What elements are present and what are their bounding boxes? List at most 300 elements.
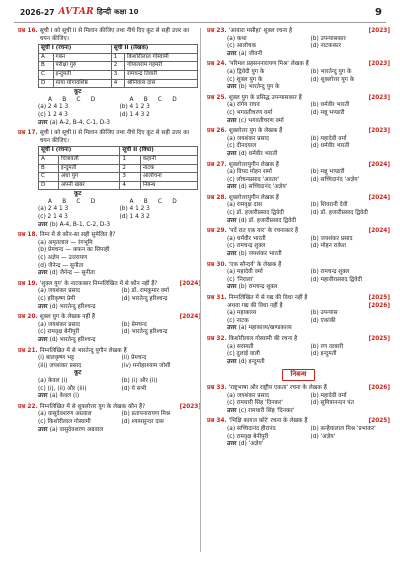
answer-option: (b) जयशंकर प्रसाद: [310, 235, 353, 242]
question-number: प्रश्न 28.: [207, 194, 227, 201]
answer-option: (a) जयशंकर प्रसाद: [227, 135, 269, 142]
exam-year-badge: [2024]: [368, 228, 390, 235]
question-item: [18, 232, 201, 278]
match-table-cell: श्रीनिवास दास: [125, 79, 198, 88]
answer-option: (d) सच्चिदानंद 'अज्ञेय': [310, 176, 360, 183]
answer-option: (a) वासुदेवशरण अग्रवाल: [38, 411, 92, 418]
answer-option: (a) द्विवेदी युग के: [227, 68, 265, 75]
answer-option: (b) प्रतापनारायण मिश्र: [121, 411, 171, 418]
match-table-row: [39, 79, 198, 88]
answer-option: (d) ये सभी: [121, 385, 147, 392]
answer-text: (c) रामधारी सिंह 'दिनकर': [238, 407, 295, 414]
answer-line: [207, 284, 390, 292]
answer-option: (iii) जयशंकर प्रसाद: [38, 362, 82, 369]
question-text: सूची I को सूची II से मिलान कीजिए तथा नीचे दिए कूट से सही उत्तर का चयन कीजिए।: [39, 28, 190, 42]
answer-line: [207, 441, 390, 449]
question-text: किशोरीलाल गोस्वामी की रचना है: [228, 335, 298, 342]
code-option: (a) 2 4 1 3: [38, 206, 69, 213]
answer-options: [207, 36, 390, 51]
answer-option: (d) एकांकी: [310, 317, 336, 324]
answer-options: [18, 288, 201, 303]
answer-option: (c) भगवतीचरण वर्मा: [227, 109, 273, 116]
question-text: शुक्ल युग के प्रसिद्ध उपन्यासकार हैं: [228, 94, 302, 101]
answer-option: (b) महादेवी वर्मा: [310, 392, 347, 399]
match-table-cell: आलोचना: [140, 173, 197, 182]
question-item: [18, 281, 201, 311]
question-text: 'परिमल प्रहसननारायण मिश्र' लेखक हैं: [228, 61, 309, 68]
exam-year-badge: [2025]: [368, 295, 390, 301]
code-header-row: [18, 97, 201, 105]
answer-text: (a) वासुदेवशरण अग्रवाल: [49, 426, 104, 433]
answer-line: [207, 118, 390, 126]
question-text: 'पर्दे रात एक यार' के रचनाकार हैं: [228, 228, 298, 235]
question-text: निम्नलिखित में से शुक्लोत्तर युग के लेखक कौन हैं?: [39, 403, 146, 410]
answer-options: [207, 236, 390, 251]
answer-label: उत्तर: [38, 336, 50, 343]
match-table-cell: किशोरीलाल गोस्वामी: [125, 53, 198, 62]
answer-text: (a) जीवनी: [238, 50, 263, 57]
answer-option: (b) प्रेमचन्द: [121, 321, 147, 328]
question-item: [207, 195, 390, 225]
answer-option: (d) मोहन राकेश: [310, 243, 346, 250]
match-table-cell: कहानी: [140, 155, 197, 164]
answer-option: (b) शिवरानी देवी: [310, 202, 348, 209]
answer-option: (a) जयशंकर प्रसाद: [38, 288, 80, 295]
match-table-cell: गबन: [53, 53, 111, 62]
answer-option: (b) भारतेन्दु युग के: [310, 68, 352, 75]
match-table-cell: गोपालराम गहमरी: [125, 62, 198, 71]
code-option: (b) 4 1 2 3: [119, 104, 150, 111]
question-line: [18, 28, 201, 43]
question-line: [18, 314, 201, 322]
match-table-row: [39, 62, 198, 71]
answer-options: [207, 269, 390, 284]
answer-label: उत्तर: [227, 217, 239, 224]
answer-option: (a) धर्मवीर भारती: [227, 235, 266, 242]
match-table-header: सूची I (रचना): [39, 45, 112, 54]
match-table: [38, 146, 198, 190]
answer-option: (b) रण दरबारी: [310, 343, 344, 350]
answer-text: (d) डॉ. हजारीप्रसाद द्विवेदी: [238, 217, 296, 224]
answer-line: [207, 251, 390, 259]
answer-option: (c) दीनदयाल: [227, 143, 257, 150]
answer-option: (d) मन्नू भण्डारी: [310, 109, 345, 116]
match-table-row: [39, 181, 198, 190]
answer-option: (c) रामवृक्ष बेनीपुरी: [38, 329, 80, 336]
exam-year-badge: [2026]: [368, 302, 390, 309]
match-table-row: [39, 173, 198, 182]
match-table-cell: 3: [120, 173, 140, 182]
question-line: [207, 128, 390, 136]
exam-year-badge: [2024]: [368, 161, 390, 168]
answer-options: [207, 136, 390, 151]
exam-year-badge: [2024]: [179, 314, 201, 321]
answer-option: (c) लोचनप्रसाद 'अवतर': [227, 176, 280, 183]
answer-option: (a) सच्चिदानंद हीरानंद: [227, 425, 276, 432]
question-line: [18, 130, 201, 145]
answer-line: [207, 408, 390, 416]
answer-options: [207, 202, 390, 217]
question-text: 'आवारा मसीहा' शुक्ल रचना है: [228, 28, 293, 34]
match-table-row: [39, 53, 198, 62]
answer-options: [207, 169, 390, 184]
question-number: प्रश्न 27.: [207, 161, 227, 168]
answer-options: [207, 426, 390, 441]
answer-text: (a) केवल (i): [49, 393, 80, 400]
answer-option: (a) सरस्वती: [227, 343, 254, 350]
answer-option: (c) हरिकृष्ण प्रेमी: [38, 296, 76, 302]
answer-option: (b) मन्नू भण्डारी: [310, 169, 345, 176]
answer-option: (b) धर्मवीर भारती: [310, 102, 350, 109]
question-number: प्रश्न 19.: [18, 280, 38, 287]
answer-label: उत्तर: [38, 393, 50, 400]
code-option: (c) 1 2 4 3: [38, 111, 68, 118]
answer-label: उत्तर: [38, 270, 50, 277]
question-text: सूची I को सूची II से मिलान कीजिए तथा नीचे दिए कूट से सही उत्तर का चयन कीजिए।: [39, 130, 190, 144]
question-number: प्रश्न 34.: [207, 418, 227, 425]
match-table-cell: A: [39, 53, 54, 62]
header-year: 2026-27: [20, 7, 55, 17]
answer-option: (d) इन्दुमती: [310, 351, 337, 358]
question-item: [207, 385, 390, 415]
answer-text: (d) धर्मवीर भारती: [238, 150, 278, 157]
match-table-cell: B: [39, 164, 59, 173]
answer-label: उत्तर: [227, 50, 239, 57]
question-number: प्रश्न 33.: [207, 384, 227, 391]
exam-year-badge: [2023]: [179, 403, 201, 410]
answer-text: (b) भारतेन्दु युग के: [238, 84, 280, 91]
code-header-row: [18, 199, 201, 207]
question-line: [207, 336, 390, 344]
code-options: [18, 104, 201, 119]
question-number: प्रश्न 18.: [18, 232, 38, 239]
answer-options: [207, 102, 390, 117]
match-table-cell: C: [39, 173, 59, 182]
match-table-cell: 2: [111, 62, 124, 71]
answer-label: उत्तर: [227, 117, 239, 124]
match-table-cell: इन्दुमती: [53, 70, 111, 79]
answer-label: उत्तर: [227, 150, 239, 157]
question-item: [18, 314, 201, 344]
answer-options: [207, 69, 390, 84]
answer-option: (b) महादेवी वर्मा: [310, 135, 347, 142]
answer-option: (b) उपन्यास: [310, 310, 338, 317]
question-alt-text: अथवा गद्य की विधा नहीं है: [227, 302, 283, 309]
answer-option: (a) विपद मोहन शर्मा: [227, 169, 272, 176]
answer-text: (d) भारतेन्दु हरिश्चन्द्र: [49, 336, 96, 343]
answer-label: उत्तर: [227, 184, 239, 191]
answer-options: [207, 310, 390, 325]
answer-option: (c) अज्ञेय — उत्तरायण: [38, 255, 88, 262]
answer-line: [207, 51, 390, 59]
answer-text: (b) A-4, B-1, C-2, D-3: [49, 221, 111, 228]
column-divider: [200, 28, 201, 552]
exam-year-badge: [2023]: [368, 94, 390, 101]
match-table-header: सूची II (लेखक): [111, 45, 197, 54]
match-table-cell: 3: [111, 70, 124, 79]
answer-text: (d) भारतेन्दु हरिश्चन्द्र: [49, 303, 96, 310]
question-number: प्रश्न 25.: [207, 94, 227, 101]
exam-year-badge: [2024]: [179, 280, 201, 287]
question-text: निम्न में से कौन-सा सही सुमेलित है?: [39, 232, 116, 239]
answer-label: उत्तर: [38, 221, 50, 228]
match-table-cell: 1: [120, 155, 140, 164]
code-option: (b) 4 1 2 3: [119, 206, 150, 213]
question-line: [18, 232, 201, 240]
exam-year-badge: [2025]: [368, 418, 390, 425]
answer-option: (d) भारतेन्दु हरिश्चन्द्र: [121, 296, 168, 302]
match-table-cell: C: [39, 70, 54, 79]
code-label: कूट: [74, 370, 82, 377]
question-item: [207, 418, 390, 448]
answer-option: (c) रामचन्द्र शुक्ल: [227, 243, 266, 250]
question-item: [207, 295, 390, 333]
question-text: 'शुक्ल युग' के नाटककार निम्नलिखित में से कौन नहीं हैं?: [39, 280, 158, 287]
exam-year-badge: [2024]: [368, 194, 390, 201]
question-text: शुक्ल युग के लेखक नहीं हैं: [39, 314, 96, 321]
question-text: 'भिक्षि कागज कोरे' रचना के लेखक हैं: [228, 418, 308, 425]
code-option: (d) 1 4 3 2: [119, 214, 150, 221]
answer-option: (d) 'अज्ञेय': [310, 433, 336, 440]
question-item: [207, 128, 390, 158]
exam-year-badge: [2023]: [368, 128, 390, 135]
question-text: 'राष्ट्रभाषा और राष्ट्रीय एकता' रचना के लेखक हैं: [228, 384, 327, 391]
question-text: निम्नलिखित में से भारतेन्दु युगीन लेखक हैं: [39, 347, 127, 354]
answer-option: (a) अमृतलाल — रंगभूमि: [38, 239, 93, 246]
answer-options: [18, 411, 201, 426]
answer-label: उत्तर: [227, 284, 239, 291]
answer-label: उत्तर: [38, 426, 50, 433]
question-line: [207, 28, 390, 36]
answer-line: [207, 151, 390, 159]
answer-line: [18, 337, 201, 345]
answer-option: (a) केवल (i): [38, 377, 68, 384]
answer-line: [18, 222, 201, 230]
answer-line: [18, 427, 201, 435]
answer-options: [207, 393, 390, 408]
answer-option: (a) महादेवी वर्मा: [227, 269, 263, 276]
match-table-cell: परीक्षा गुरु: [53, 62, 111, 71]
match-table-cell: D: [39, 181, 59, 190]
answer-option: (ii) प्रेमचन्द: [121, 355, 147, 362]
answer-text: (a) A-2, B-4, C-1, D-3: [49, 119, 110, 126]
answer-option: (a) कथा: [227, 35, 247, 42]
match-table-cell: चित्रावली: [58, 155, 120, 164]
code-option: (d) 1 4 3 2: [119, 111, 150, 118]
answer-label: उत्तर: [38, 303, 50, 310]
question-item: [18, 130, 201, 229]
match-table-cell: रामचन्द्र तिवारी: [125, 70, 198, 79]
answer-option: (a) रामवृक्ष दास: [227, 202, 262, 209]
answer-option: (d) नाटककार: [310, 43, 341, 50]
question-alt-line: [207, 303, 390, 311]
question-item: [207, 228, 390, 258]
answer-text: (d) 'अज्ञेय': [238, 441, 264, 448]
question-number: प्रश्न 29.: [207, 228, 227, 235]
answer-label: उत्तर: [227, 251, 239, 258]
answer-option: (c) डॉ. हजारीप्रसाद द्विवेदी: [227, 210, 284, 217]
exam-year-badge: [2025]: [368, 335, 390, 342]
question-text: शुक्लोत्तरयुगीन लेखक हैं: [228, 194, 279, 201]
answer-label: उत्तर: [227, 325, 239, 332]
answer-option: (iv) मनोहरश्याम जोशी: [121, 362, 171, 369]
question-number: प्रश्न 30.: [207, 261, 227, 268]
code-header: A B C D: [129, 198, 181, 205]
question-item: [207, 95, 390, 125]
answer-option: (d) शुक्लोत्तर युग के: [310, 76, 355, 83]
match-table-cell: B: [39, 62, 54, 71]
answer-text: (b) रामचन्द्र शुक्ल: [238, 284, 278, 291]
match-table-cell: निबन्ध: [140, 181, 197, 190]
question-item: [207, 61, 390, 91]
match-table-row: [39, 164, 198, 173]
match-table-cell: 2: [120, 164, 140, 173]
answer-line: [18, 120, 201, 128]
match-table-cell: नाटक: [140, 164, 197, 173]
answer-option: (i) बालकृष्ण भट्ट: [38, 355, 74, 362]
answer-option: (d) जैनेन्द्र — सुनीता: [38, 262, 84, 269]
left-column: [18, 28, 201, 437]
match-table: [38, 44, 198, 88]
answer-option: (b) डॉ. रामकुमार वर्मा: [121, 288, 169, 295]
answer-text: (d) सच्चिदानंद 'अज्ञेय': [238, 184, 288, 191]
match-table-cell: माया योगावशिष्ठ: [53, 79, 111, 88]
answer-option: (b) प्रेमचन्द — कफन का सिपाही: [38, 247, 110, 254]
answer-options: [18, 378, 201, 393]
answer-line: [18, 270, 201, 278]
match-table-cell: D: [39, 79, 54, 88]
code-label: कूट: [74, 89, 82, 96]
answer-option: (d) श्यामसुन्दर दास: [121, 418, 164, 425]
question-line: [207, 385, 390, 393]
answer-option: (d) डॉ. हजारीप्रसाद द्विवेदी: [310, 210, 368, 217]
answer-option: (c) शुक्ल युग के: [227, 76, 263, 83]
answer-option: (d) सुमित्रानन्दन पंत: [310, 400, 354, 407]
answer-option: (b) कन्हैयालाल मिश्र 'प्रभाकर': [310, 425, 376, 432]
answer-option: (b) उपन्यासकार: [310, 35, 346, 42]
question-item: [207, 162, 390, 192]
question-line: [207, 162, 390, 170]
question-line: [207, 295, 390, 303]
right-column: [207, 28, 390, 452]
answer-label: उत्तर: [227, 441, 239, 448]
answer-option: (c) रामवृक्ष बेनीपुरी: [227, 433, 269, 440]
question-line: [18, 348, 201, 356]
code-options: [18, 206, 201, 221]
question-line: [207, 418, 390, 426]
code-header: A B C D: [48, 96, 100, 103]
answer-option: (d) भारतेन्दु हरिश्चन्द्र: [121, 329, 168, 336]
code-option: (a) 2 4 1 3: [38, 104, 69, 111]
header-class: कक्षा 10: [114, 7, 139, 16]
answer-label: उत्तर: [227, 84, 239, 91]
question-number: प्रश्न 24.: [207, 61, 227, 68]
match-table-cell: अपनी खबर: [58, 181, 120, 190]
exam-year-badge: [2023]: [368, 61, 390, 68]
answer-label: उत्तर: [227, 358, 239, 365]
match-table-header: सूची II (विधा): [120, 147, 198, 156]
question-line: [207, 195, 390, 203]
answer-option: (a) महाकाव्य: [227, 310, 257, 317]
answer-option: (a) रांगेय राघव: [227, 102, 260, 109]
match-table-cell: A: [39, 155, 59, 164]
match-table-cell: इन्दुमती: [58, 164, 120, 173]
exam-year-badge: [2026]: [368, 384, 390, 391]
match-table-header: सूची I (रचना): [39, 147, 120, 156]
header-subject: हिन्दी: [96, 7, 112, 16]
answer-option: (c) आलोचक: [227, 43, 257, 50]
question-number: प्रश्न 21.: [18, 347, 38, 354]
match-table-cell: 4: [120, 181, 140, 190]
answer-option: (a) जयशंकर प्रसाद: [38, 321, 80, 328]
question-item: [207, 28, 390, 58]
answer-line: [207, 84, 390, 92]
code-header: A B C D: [129, 96, 181, 103]
question-number: प्रश्न 23.: [207, 28, 227, 34]
answer-label: उत्तर: [227, 407, 239, 414]
answer-line: [207, 325, 390, 333]
match-table-cell: अंधा युग: [58, 173, 120, 182]
answer-text: (b) जयशंकर भारती: [238, 251, 282, 258]
answer-line: [18, 304, 201, 312]
answer-line: [207, 184, 390, 192]
answer-text: (c) भगवतीचरण वर्मा: [238, 117, 284, 124]
answer-option: (b) रामचन्द्र शुक्ल: [310, 269, 350, 276]
exam-year-badge: [2023]: [368, 28, 390, 34]
question-item: [18, 404, 201, 434]
answer-option: (c) नाटक: [227, 317, 249, 324]
answer-option: (c) दुलाई वाली: [227, 351, 260, 358]
question-item: [207, 336, 390, 366]
header-divider: [14, 22, 386, 23]
code-header: A B C D: [48, 198, 100, 205]
question-number: प्रश्न 20.: [18, 314, 38, 321]
question-number: प्रश्न 31.: [207, 295, 227, 301]
page-number: 9: [375, 6, 382, 18]
answer-line: [207, 359, 390, 367]
match-table-cell: 1: [111, 53, 124, 62]
answer-option: (c) किशोरीलाल गोस्वामी: [38, 418, 91, 425]
answer-options: [18, 355, 201, 370]
question-item: [18, 348, 201, 401]
answer-option: (d) धर्मवीर भारती: [310, 143, 350, 150]
answer-option: (d) महावीरप्रसाद द्विवेदी: [310, 276, 362, 283]
answer-options: [18, 240, 201, 270]
question-text: शुक्लोत्तर युग के लेखक हैं: [228, 128, 283, 135]
question-line: [207, 61, 390, 69]
answer-text: (d) जैनेन्द्र — सुनीता: [49, 270, 95, 277]
brand-logo: AVTAR: [58, 7, 94, 17]
answer-option: (a) जयशंकर प्रसाद: [227, 392, 269, 399]
page-header: [0, 0, 400, 24]
match-table-row: [39, 70, 198, 79]
answer-options: [18, 322, 201, 337]
answer-text: (a) महाकाव्य/खण्डकाव्य: [238, 325, 292, 332]
question-item: [207, 262, 390, 292]
match-table-cell: 4: [111, 79, 124, 88]
answer-option: (b) (i) और (ii): [121, 377, 158, 384]
question-item: [18, 28, 201, 127]
question-text: शुक्लोत्तरयुगीन लेखक हैं: [228, 161, 279, 168]
section-heading: [207, 369, 390, 381]
question-number: प्रश्न 22.: [18, 403, 38, 410]
section-title: निबन्ध: [282, 369, 316, 381]
question-number: प्रश्न 17.: [18, 130, 38, 137]
match-table-row: [39, 155, 198, 164]
question-number: प्रश्न 16.: [18, 28, 38, 34]
question-text: निम्नलिखित में से गद्य की विधा नहीं है: [228, 295, 308, 301]
question-number: प्रश्न 32.: [207, 335, 227, 342]
